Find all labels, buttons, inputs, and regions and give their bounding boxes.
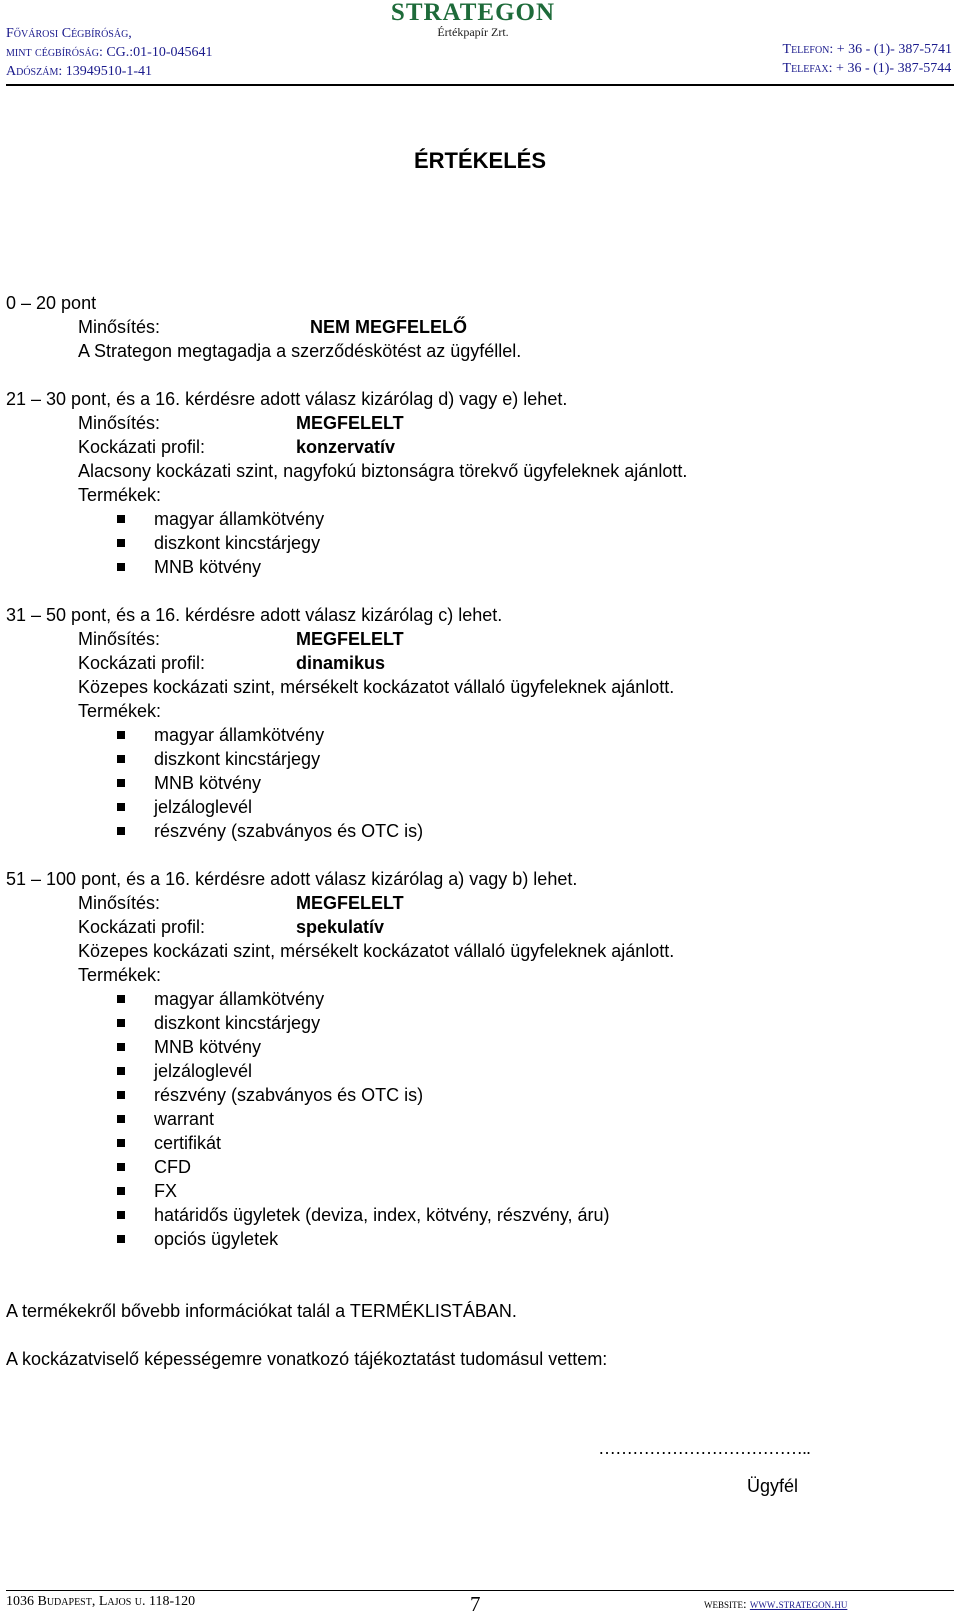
signature-label: Ügyfél bbox=[747, 1476, 799, 1496]
phone-number: Telefon: + 36 - (1)- 387-5741 bbox=[782, 42, 952, 57]
bullet-icon bbox=[117, 515, 125, 523]
bullet-icon bbox=[117, 1187, 125, 1195]
strategon-logo bbox=[383, 0, 563, 38]
list-item: MNB kötvény bbox=[154, 1035, 954, 1059]
logo-name: STRATEGON bbox=[390, 0, 556, 26]
bullet-icon bbox=[117, 995, 125, 1003]
list-item: diszkont kincstárjegy bbox=[154, 531, 954, 555]
bullet-icon bbox=[117, 539, 125, 547]
bullet-icon bbox=[117, 731, 125, 739]
acknowledgement-text: A kockázatviselő képességemre vonatkozó tájékoztatást tudomásul vettem: bbox=[6, 1349, 608, 1369]
risk-profile-row bbox=[6, 435, 954, 459]
tax-number: Adószám: 13949510-1-41 bbox=[6, 64, 153, 79]
score-range-21-30: 21 – 30 pont, és a 16. kérdésre adott válasz kizárólag d) vagy e) lehet. bbox=[6, 389, 568, 409]
rating-value: MEGFELELT bbox=[296, 413, 404, 433]
product-list bbox=[6, 723, 954, 843]
evaluation-body bbox=[6, 291, 954, 1371]
rating-label: Minősítés: bbox=[78, 317, 161, 337]
registration-number: mint cégbíróság: CG.:01-10-045641 bbox=[6, 45, 213, 60]
footer-divider bbox=[6, 1590, 954, 1591]
rating-row bbox=[6, 627, 954, 651]
page-title: ÉRTÉKELÉS bbox=[413, 148, 547, 173]
list-item: MNB kötvény bbox=[154, 771, 954, 795]
risk-profile-label: Kockázati profil: bbox=[78, 653, 206, 673]
rating-label: Minősítés: bbox=[78, 629, 161, 649]
list-item: CFD bbox=[154, 1155, 954, 1179]
bullet-icon bbox=[117, 803, 125, 811]
risk-profile-value: dinamikus bbox=[296, 653, 386, 673]
rating-label: Minősítés: bbox=[78, 413, 161, 433]
list-item: opciós ügyletek bbox=[154, 1227, 954, 1251]
rating-value: MEGFELELT bbox=[296, 629, 404, 649]
risk-profile-value: spekulatív bbox=[296, 917, 385, 937]
bullet-icon bbox=[117, 827, 125, 835]
header-divider bbox=[6, 84, 954, 86]
list-item: részvény (szabványos és OTC is) bbox=[154, 1083, 954, 1107]
bullet-icon bbox=[117, 1019, 125, 1027]
products-label: Termékek: bbox=[78, 485, 162, 505]
list-item: magyar államkötvény bbox=[154, 723, 954, 747]
risk-profile-label: Kockázati profil: bbox=[78, 917, 206, 937]
footer-address: 1036 Budapest, Lajos u. 118-120 bbox=[6, 1594, 196, 1609]
product-list bbox=[6, 507, 954, 579]
bullet-icon bbox=[117, 779, 125, 787]
profile-description: Közepes kockázati szint, mérsékelt kockázatot vállaló ügyfeleknek ajánlott. bbox=[78, 941, 675, 961]
risk-profile-label: Kockázati profil: bbox=[78, 437, 206, 457]
bullet-icon bbox=[117, 1235, 125, 1243]
bullet-icon bbox=[117, 755, 125, 763]
rejection-note: A Strategon megtagadja a szerződéskötést az ügyféllel. bbox=[78, 341, 522, 361]
logo-subtitle: Értékpapír Zrt. bbox=[437, 25, 509, 39]
list-item: magyar államkötvény bbox=[154, 507, 954, 531]
bullet-icon bbox=[117, 1067, 125, 1075]
list-item: warrant bbox=[154, 1107, 954, 1131]
company-registration-block bbox=[6, 24, 213, 81]
website-label: website: bbox=[704, 1596, 747, 1611]
bullet-icon bbox=[117, 1139, 125, 1147]
rating-row bbox=[6, 411, 954, 435]
list-item: diszkont kincstárjegy bbox=[154, 747, 954, 771]
products-label: Termékek: bbox=[78, 701, 162, 721]
risk-profile-value: konzervatív bbox=[296, 437, 396, 457]
list-item: határidős ügyletek (deviza, index, kötvény, részvény, áru) bbox=[154, 1203, 954, 1227]
rating-value: MEGFELELT bbox=[296, 893, 404, 913]
fax-number: Telefax: + 36 - (1)- 387-5744 bbox=[782, 61, 952, 76]
court-line: Fővárosi Cégbíróság, bbox=[6, 26, 132, 41]
list-item: magyar államkötvény bbox=[154, 987, 954, 1011]
rating-row bbox=[6, 315, 954, 339]
profile-description: Alacsony kockázati szint, nagyfokú biztonságra törekvő ügyfeleknek ajánlott. bbox=[78, 461, 688, 481]
bullet-icon bbox=[117, 563, 125, 571]
score-range-51-100: 51 – 100 pont, és a 16. kérdésre adott válasz kizárólag a) vagy b) lehet. bbox=[6, 869, 578, 889]
bullet-icon bbox=[117, 1115, 125, 1123]
bullet-icon bbox=[117, 1043, 125, 1051]
risk-profile-row bbox=[6, 915, 954, 939]
profile-description: Közepes kockázati szint, mérsékelt kockázatot vállaló ügyfeleknek ajánlott. bbox=[78, 677, 675, 697]
score-range-31-50: 31 – 50 pont, és a 16. kérdésre adott válasz kizárólag c) lehet. bbox=[6, 605, 503, 625]
bullet-icon bbox=[117, 1163, 125, 1171]
product-list bbox=[6, 987, 954, 1251]
more-info-text: A termékekről bővebb információkat talál a TERMÉKLISTÁBAN. bbox=[6, 1301, 517, 1321]
list-item: jelzáloglevél bbox=[154, 795, 954, 819]
contact-block bbox=[783, 40, 952, 78]
signature-line: ……………………………….. bbox=[598, 1438, 811, 1458]
list-item: diszkont kincstárjegy bbox=[154, 1011, 954, 1035]
list-item: részvény (szabványos és OTC is) bbox=[154, 819, 954, 843]
footer-website bbox=[704, 1596, 847, 1612]
score-range-0-20: 0 – 20 pont bbox=[6, 293, 97, 313]
bullet-icon bbox=[117, 1091, 125, 1099]
products-label: Termékek: bbox=[78, 965, 162, 985]
page-number: 7 bbox=[470, 1592, 481, 1616]
website-link[interactable]: www.strategon.hu bbox=[749, 1596, 848, 1611]
rating-row bbox=[6, 891, 954, 915]
list-item: FX bbox=[154, 1179, 954, 1203]
list-item: jelzáloglevél bbox=[154, 1059, 954, 1083]
bullet-icon bbox=[117, 1211, 125, 1219]
list-item: MNB kötvény bbox=[154, 555, 954, 579]
list-item: certifikát bbox=[154, 1131, 954, 1155]
risk-profile-row bbox=[6, 651, 954, 675]
rating-label: Minősítés: bbox=[78, 893, 161, 913]
rating-value: NEM MEGFELELŐ bbox=[310, 317, 467, 337]
